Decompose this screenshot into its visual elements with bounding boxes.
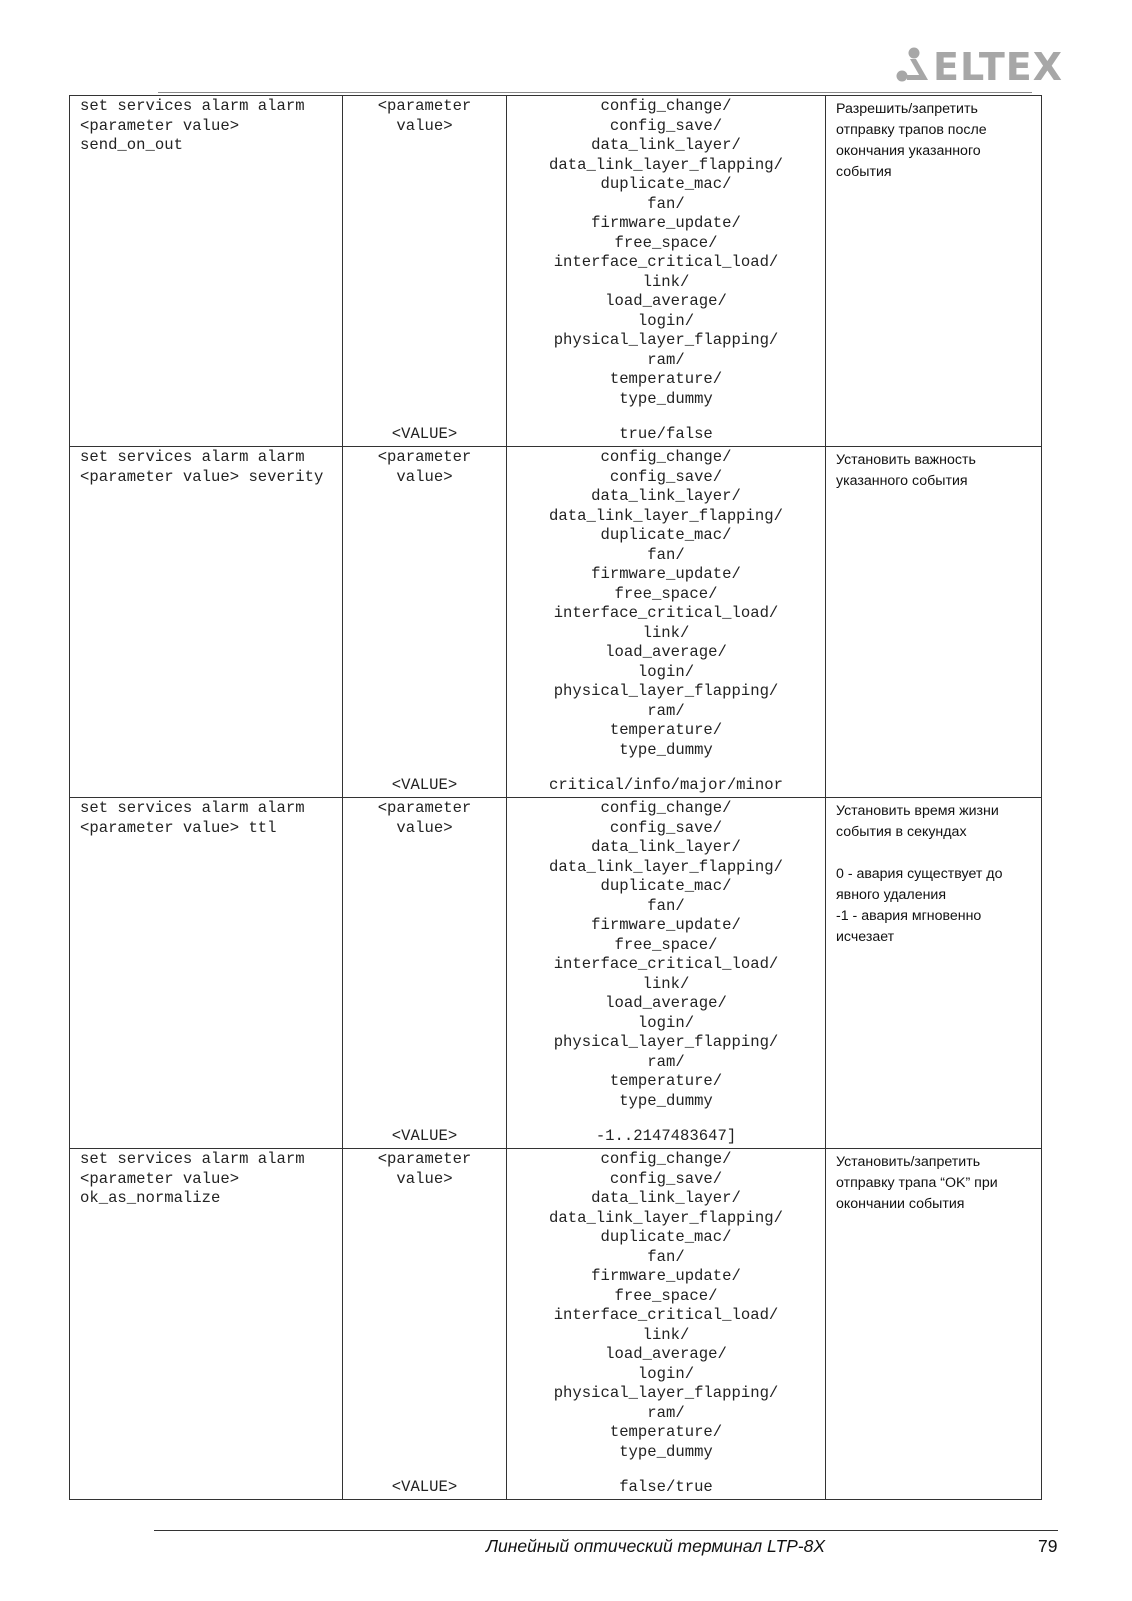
parameter-value-item: interface_critical_load/ xyxy=(553,604,779,622)
parameter-value-item: temperature/ xyxy=(609,721,723,739)
value-key: <VALUE> xyxy=(391,775,458,794)
parameter-value-item: firmware_update/ xyxy=(591,916,741,934)
value-key: <VALUE> xyxy=(391,1477,458,1496)
parameter-value-item: physical_layer_flapping/ xyxy=(553,682,779,700)
parameter-value-item: free_space/ xyxy=(614,1286,718,1305)
parameter-value-item: config_save/ xyxy=(609,818,723,837)
parameter-value-item: data_link_layer_flapping/ xyxy=(549,1208,783,1227)
allowed-values: true/false xyxy=(619,424,713,443)
parameter-value-item: interface_critical_load/ xyxy=(553,955,779,973)
parameter-value-item: interface_critical_load/ xyxy=(553,253,779,271)
parameter-cell xyxy=(343,798,507,1149)
parameter-value-item: link/ xyxy=(642,974,690,993)
parameter-name: <parameter value> xyxy=(377,97,472,135)
parameter-value-item: data_link_layer/ xyxy=(591,1189,741,1207)
parameter-value-item: firmware_update/ xyxy=(591,214,741,232)
parameter-value-list xyxy=(507,1149,825,1462)
parameter-value-item: type_dummy xyxy=(619,740,713,759)
parameter-value-item: fan/ xyxy=(647,896,685,915)
parameter-value-item: login/ xyxy=(637,1364,695,1383)
parameter-value-item: interface_critical_load/ xyxy=(553,1306,779,1324)
parameter-value-item: duplicate_mac/ xyxy=(600,1228,732,1246)
logo-text: ELTEX xyxy=(933,45,1063,86)
description-cell xyxy=(826,798,1042,1149)
value-key: <VALUE> xyxy=(391,1126,458,1145)
command-cell xyxy=(70,798,343,1149)
parameter-cell xyxy=(343,447,507,798)
parameter-value-item: ram/ xyxy=(647,350,685,369)
parameter-value-item: data_link_layer_flapping/ xyxy=(549,857,783,876)
parameter-value-item: login/ xyxy=(637,662,695,681)
parameter-value-item: type_dummy xyxy=(619,389,713,408)
command-cell xyxy=(70,447,343,798)
table-row xyxy=(70,96,1042,447)
parameter-value-item: duplicate_mac/ xyxy=(600,175,732,193)
parameter-value-item: config_change/ xyxy=(600,448,732,466)
parameter-name: <parameter value> xyxy=(377,448,472,486)
parameter-value-item: config_save/ xyxy=(609,116,723,135)
parameter-value-item: free_space/ xyxy=(614,935,718,954)
parameter-value-item: data_link_layer/ xyxy=(591,487,741,505)
parameter-value-item: physical_layer_flapping/ xyxy=(553,331,779,349)
parameter-name: <parameter value> xyxy=(377,799,472,837)
parameter-value-item: free_space/ xyxy=(614,233,718,252)
values-cell xyxy=(507,798,826,1149)
command-text: set services alarm alarm <parameter value> ok_as_normalize xyxy=(80,1150,314,1207)
description-text: 0 - авария существует до явного удаления xyxy=(836,866,1003,903)
description-cell xyxy=(826,1149,1042,1500)
parameter-value-item: load_average/ xyxy=(605,994,727,1012)
allowed-values: false/true xyxy=(619,1477,713,1496)
parameter-value-item: login/ xyxy=(637,311,695,330)
parameter-value-item: data_link_layer/ xyxy=(591,136,741,154)
parameter-value-item: type_dummy xyxy=(619,1442,713,1461)
parameter-value-item: ram/ xyxy=(647,1403,685,1422)
description-text xyxy=(836,843,1033,864)
parameter-value-item: duplicate_mac/ xyxy=(600,526,732,544)
eltex-logo xyxy=(893,44,1063,86)
parameter-value-item: fan/ xyxy=(647,194,685,213)
parameter-value-item: temperature/ xyxy=(609,370,723,388)
parameter-value-item: firmware_update/ xyxy=(591,1267,741,1285)
parameter-value-item: physical_layer_flapping/ xyxy=(553,1384,779,1402)
description-text: Установить время жизни события в секундах xyxy=(836,803,999,840)
values-cell xyxy=(507,447,826,798)
description-cell xyxy=(826,96,1042,447)
value-key: <VALUE> xyxy=(391,424,458,443)
header-rule xyxy=(158,92,1032,93)
command-text: set services alarm alarm <parameter value> ttl xyxy=(80,799,314,837)
parameter-name: <parameter value> xyxy=(377,1150,472,1188)
description-cell xyxy=(826,447,1042,798)
table-row xyxy=(70,1149,1042,1500)
command-text: set services alarm alarm <parameter value> severity xyxy=(80,448,324,486)
values-cell xyxy=(507,1149,826,1500)
page-number: 79 xyxy=(1038,1536,1058,1556)
parameter-value-item: type_dummy xyxy=(619,1091,713,1110)
table-row xyxy=(70,447,1042,798)
command-cell xyxy=(70,1149,343,1500)
parameter-value-item: config_change/ xyxy=(600,1150,732,1168)
parameter-value-item: load_average/ xyxy=(605,643,727,661)
parameter-value-item: link/ xyxy=(642,1325,690,1344)
parameter-value-item: temperature/ xyxy=(609,1423,723,1441)
description-text: Разрешить/запретить отправку трапов после окончания указанного события xyxy=(836,101,987,180)
parameter-value-item: duplicate_mac/ xyxy=(600,877,732,895)
parameter-value-item: link/ xyxy=(642,272,690,291)
parameter-value-item: firmware_update/ xyxy=(591,565,741,583)
command-table xyxy=(69,95,1042,1500)
parameter-cell xyxy=(343,96,507,447)
values-cell xyxy=(507,96,826,447)
parameter-value-item: physical_layer_flapping/ xyxy=(553,1033,779,1051)
parameter-value-item: temperature/ xyxy=(609,1072,723,1090)
parameter-value-item: link/ xyxy=(642,623,690,642)
table-row xyxy=(70,798,1042,1149)
parameter-value-list xyxy=(507,447,825,760)
parameter-value-item: ram/ xyxy=(647,1052,685,1071)
parameter-value-item: data_link_layer/ xyxy=(591,838,741,856)
parameter-value-item: load_average/ xyxy=(605,292,727,310)
parameter-value-item: ram/ xyxy=(647,701,685,720)
allowed-values: critical/info/major/minor xyxy=(549,775,783,794)
footer-rule xyxy=(154,1530,1058,1531)
parameter-value-item: data_link_layer_flapping/ xyxy=(549,155,783,174)
description-text: Установить важность указанного события xyxy=(836,452,976,489)
parameter-value-item: config_save/ xyxy=(609,467,723,486)
allowed-values: -1..2147483647] xyxy=(595,1126,737,1145)
parameter-value-item: data_link_layer_flapping/ xyxy=(549,506,783,525)
parameter-value-item: load_average/ xyxy=(605,1345,727,1363)
command-cell xyxy=(70,96,343,447)
parameter-value-item: login/ xyxy=(637,1013,695,1032)
description-text: Установить/запретить отправку трапа “OK” при окончании события xyxy=(836,1154,998,1212)
parameter-value-list xyxy=(507,798,825,1111)
parameter-cell xyxy=(343,1149,507,1500)
description-text: -1 - авария мгновенно исчезает xyxy=(836,908,982,945)
parameter-value-item: fan/ xyxy=(647,545,685,564)
parameter-value-list xyxy=(507,96,825,409)
footer-title: Линейный оптический терминал LTP-8X xyxy=(486,1536,826,1556)
parameter-value-item: config_change/ xyxy=(600,799,732,817)
parameter-value-item: free_space/ xyxy=(614,584,718,603)
command-text: set services alarm alarm <parameter value> send_on_out xyxy=(80,97,314,154)
parameter-value-item: fan/ xyxy=(647,1247,685,1266)
parameter-value-item: config_change/ xyxy=(600,97,732,115)
parameter-value-item: config_save/ xyxy=(609,1169,723,1188)
